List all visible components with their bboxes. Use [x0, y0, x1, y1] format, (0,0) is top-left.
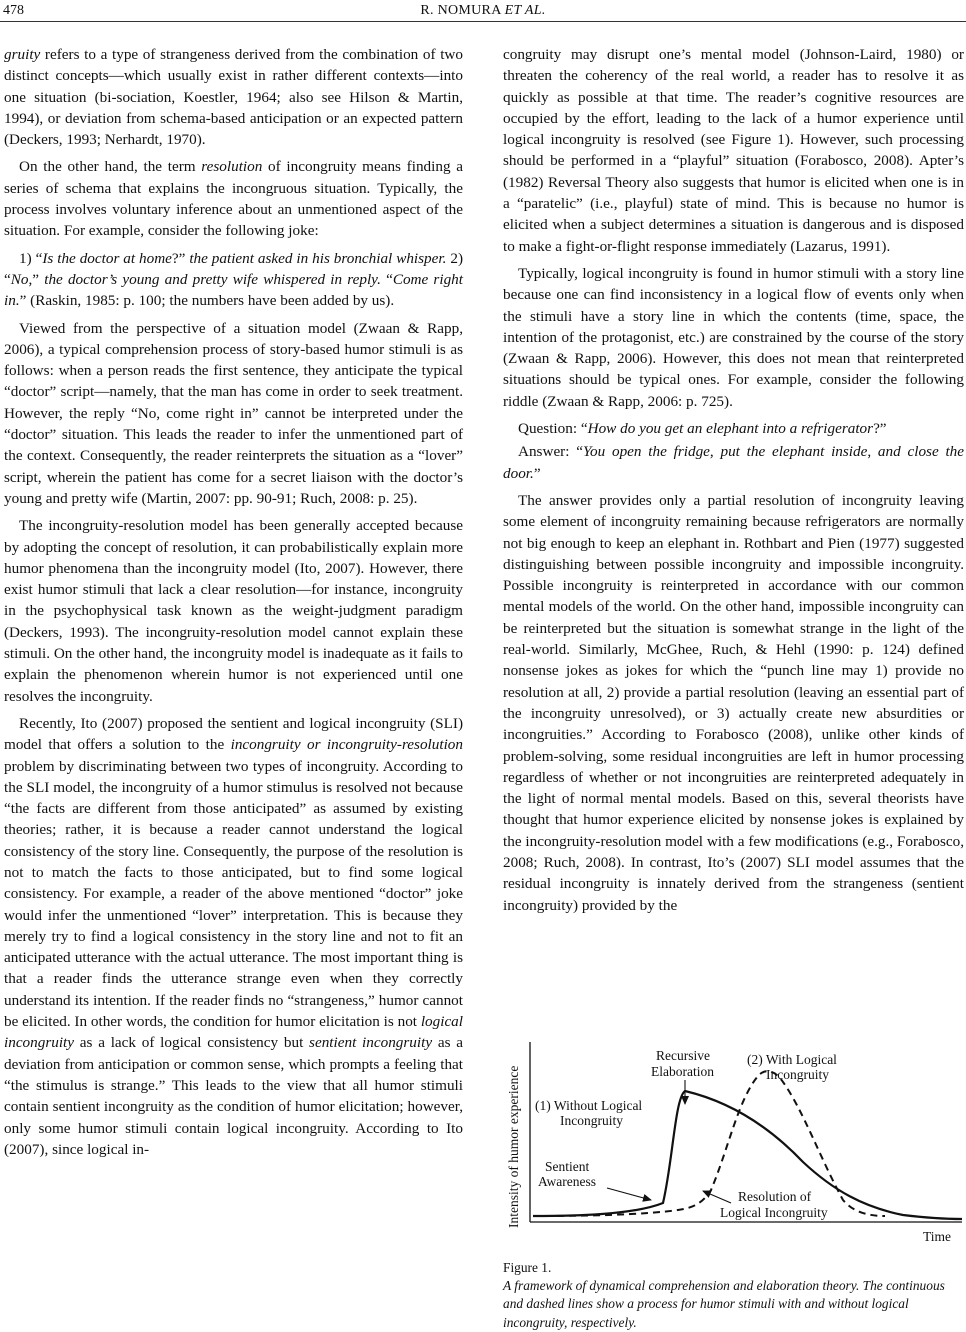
running-title-etal: ET AL. [504, 3, 546, 18]
paragraph-incongruity-resolution-model: The incongruity-resolution model has been generally accepted because by adopting the concept of resolution, it can probabilistically explain more humor phenomena than the incongruity model (Ito, 2007). However, there exist humor stimuli that lack a clear resolution—for instance, incongruity in the psychophysical task known as the weight-judgment paradigm (Deckers, 1993). The incongruity-resolution model cannot explain these stimuli. On the other hand, the incongruity model is inadequate as it fails to explain the phenomenon wherein humor is not experienced until one resolves the incongruity. [4, 517, 463, 705]
paragraph-situation-model: Viewed from the perspective of a situation model (Zwaan & Rapp, 2006), a typical comprehension process of story-based humor stimuli is as follows: when a person reads the first sentence, they anticipate the typical “doctor” script—namely, that the man has come in order to seek treatment. However, the reply “No, come right in” cannot be interpreted under the “doctor” situation. This leads the reader to infer the unmentioned part of the context. Consequently, the reader reinterprets the situation as a “lover” script, wherein the patient has come for a secret liaison with the doctor’s young and pretty wife (Martin, 2007: pp. 90-91; Ruch, 2008: p. 25). [4, 319, 463, 507]
label-recursive-elaboration-2: Elaboration [651, 1064, 714, 1079]
paragraph-partial-resolution: The answer provides only a partial resolution of incongruity leaving some element of incongruity remaining because refrigerators are normally not big enough to keep an elephant in. Rothbart and Pien (1977) suggested distinguishing between possible incongruity and impossible incongruity. Possible incongruity is reinterpreted in accordance with our common mental models of the world. On the other hand, impossible incongruity can be reinterpreted but the situation is somewhat strange in the light of the real-world. Similarly, McGhee, Ruch, & Hehl (1990: p. 124) defined nonsense jokes as jokes for which the “punch line may 1) provide no resolution at all, 2) provide a partial resolution (leaving an essential part of the incongruity unresolved), or 3) actually create new absurdities or incongruities.” According to Forabosco (2008), unlike other kinds of problem-solving, some residual incongruities are left in humor processing regardless of whether or not incongruities are reinterpreted adequately in the light of normal mental models. Based on this, several theorists have thought that humor experience elicited by nonsense jokes is explained by the incongruity-resolution model with a few modifications (e.g., Forabosco, 2008; Ruch, 2008). In contrast, Ito’s (2007) SLI model assumes that the residual incongruity is innately derived from the strangeness (sentient incongruity) provided by the [503, 491, 964, 914]
label-recursive-elaboration-1: Recursive [656, 1048, 710, 1063]
curve-with-logical-incongruity [533, 1071, 885, 1216]
x-axis-label: Time [923, 1229, 952, 1244]
label-resolution-1: Resolution of [738, 1189, 812, 1204]
label-sentient-awareness-2: Awareness [538, 1174, 596, 1189]
paragraph-resolution-definition: On the other hand, the term resolution of incongruity means finding a series of schema that explains the incongruous situation. Typically, the process involves voluntary inference about an unmentioned aspect of the situation. For example, consider the following joke: [4, 158, 463, 240]
figure-caption [503, 1259, 964, 1332]
figure-1 [503, 1040, 964, 1252]
label-sentient-awareness-1: Sentient [545, 1159, 590, 1174]
figure-caption-text: A framework of dynamical comprehension and elaboration theory. The continuous and dashed lines show a process for humor stimuli with and without logical incongruity, respectively. [503, 1278, 945, 1330]
running-title [0, 2, 966, 20]
arrow-sentient-awareness [607, 1188, 651, 1200]
header-rule [0, 21, 966, 22]
arrow-resolution [703, 1191, 731, 1203]
figure-caption-label: Figure 1. [503, 1260, 552, 1275]
label-resolution-2: Logical Incongruity [720, 1205, 828, 1220]
paragraph-riddle-question: Question: “How do you get an elephant into a refrigerator?” [518, 420, 887, 438]
running-header [0, 0, 966, 20]
label-with-logical-incongruity-2: Incongruity [766, 1067, 829, 1082]
paragraph-incongruity-definition: gruity refers to a type of strangeness derived from the combination of two distinct concepts—which usually exist in rather different contexts—into one situation (bi-sociation, Koestler, 1964; also see Hilson & Martin, 1994), or deviation from schema-based anticipation or an expected pattern (Deckers, 1993; Nerhardt, 1970). [4, 46, 463, 149]
label-with-logical-incongruity-1: (2) With Logical [747, 1052, 837, 1067]
paragraph-riddle-answer: Answer: “You open the fridge, put the elephant inside, and close the door.” [503, 443, 965, 482]
page-number: 478 [3, 3, 24, 18]
label-without-logical-incongruity-2: Incongruity [560, 1113, 623, 1128]
running-title-authors: R. NOMURA [420, 3, 501, 18]
right-column [503, 44, 964, 922]
label-without-logical-incongruity-1: (1) Without Logical [535, 1098, 643, 1113]
paragraph-sli-model: Recently, Ito (2007) proposed the sentient and logical incongruity (SLI) model that offers a solution to the incongruity or incongruity-resolution problem by discriminating between two types of incongruity. According to the SLI model, the incongruity of a humor stimulus is resolved not because “the facts are different from those anticipated” as assumed by existing theories; rather, it is because a reader cannot understand the logical consistency of the story line. Consequently, the purpose of the resolution is not to match the facts to those anticipated, but to find some logical consistency. For example, a reader of the above mentioned “doctor” joke would infer the unmentioned “lover” interpretation. This is because they merely try to find a logical consistency in the story line and not to fit an anticipated utterance with the actual utterance. The most important thing is that a reader finds the utterance strange even when they correctly understand its intention. If the reader finds no “strangeness,” humor cannot be elicited. In other words, the condition for humor elicitation is not logical incongruity as a lack of logical consistency but sentient incongruity as a deviation from anticipation or common sense, which prompts a feeling that “the stimulus is strange.” This leads to the view that all humor stimuli contain sentient incongruity as the condition of humor elicitation; however, only some humor stimuli contain logical incongruity. According to Ito (2007), since logical in- [4, 714, 463, 1158]
paragraph-story-line: Typically, logical incongruity is found in humor stimuli with a story line because one can find inconsistency in a logical flow of events only when the stimuli have a story line in which the contents (time, space, the intention of the protagonist, etc.) are constrained by the course of the story (Zwaan & Rapp, 2006). However, this does not mean that reinterpreted situations should be typical ones. For example, consider the following riddle (Zwaan & Rapp, 2006: p. 725). [503, 264, 964, 410]
left-column [4, 44, 463, 1166]
y-axis-label: Intensity of humor experience [506, 1065, 521, 1228]
paragraph-doctor-joke: 1) “Is the doctor at home?” the patient asked in his bronchial whisper. 2) “No,” the doctor’s young and pretty wife whispered in reply. “Come right in.” (Raskin, 1985: p. 100; the numbers have been added by us). [4, 249, 463, 310]
paragraph-mental-model: congruity may disrupt one’s mental model (Johnson-Laird, 1980) or threaten the coherency of the real world, a reader has to resolve it as quickly as possible at that time. The reader’s cognitive resources are occupied by the effort, leading to the lack of a humor experience until logical incongruity is resolved (see Figure 1). However, such processing should be performed in a “playful” situation (Forabosco, 2008). Apter’s (1982) Reversal Theory also suggests that humor is elicited when one is in a “paratelic” (i.e., playful) state of mind. This is because no humor is elicited when a subject determines a situation is dangerous and is disposed to make a fight-or-flight response immediately (Lazarus, 1991). [503, 46, 964, 255]
figure-1-diagram [503, 1040, 964, 1252]
